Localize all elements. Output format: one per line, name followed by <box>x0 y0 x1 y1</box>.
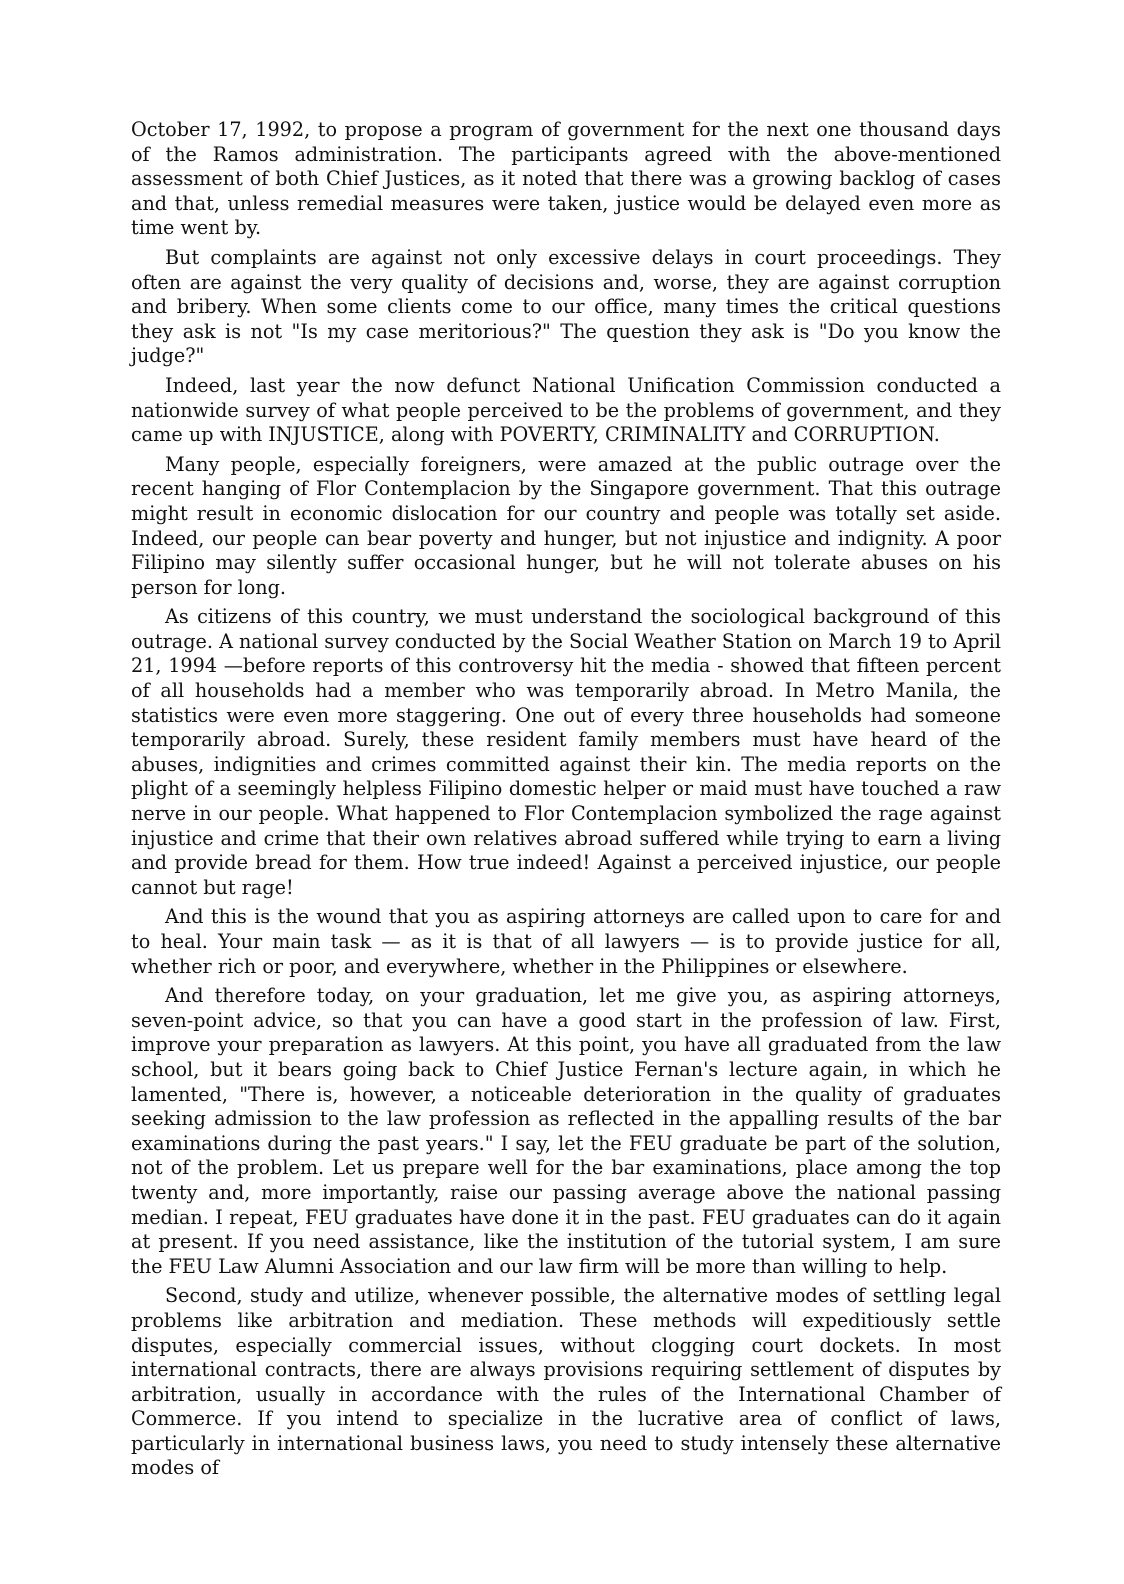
paragraph-continued: October 17, 1992, to propose a program of government for the next one thousand days of the Ramos administration. The participants agreed with the above-mentioned assessment of both Chief Justices, as it noted that there was a growing backlog of cases and that, unless remedial measures were taken, justice would be delayed even more as time went by. <box>131 118 1001 240</box>
paragraph-first-advice: And therefore today, on your graduation, let me give you, as aspiring attorneys, seven-point advice, so that you can have a good start in the profession of law. First, improve your preparation as lawyers. At this point, you have all graduated from the law school, but it bears going back to Chief Justice Fernan's lecture again, in which he lamented, "There is, however, a noticeable deterioration in the quality of graduates seeking admission to the law profession as reflected in the appalling results of the bar examinations during the past years." I say, let the FEU graduate be part of the solution, not of the problem. Let us prepare well for the bar examinations, place among the top twenty and, more importantly, raise our passing average above the national passing median. I repeat, FEU graduates have done it in the past. FEU graduates can do it again at present. If you need assistance, like the institution of the tutorial system, I am sure the FEU Law Alumni Association and our law firm will be more than willing to help. <box>131 984 1001 1278</box>
paragraph-survey: Indeed, last year the now defunct National Unification Commission conducted a nationwide survey of what people perceived to be the problems of government, and they came up with INJUSTICE, along with POVERTY, CRIMINALITY and CORRUPTION. <box>131 373 1001 447</box>
paragraph-sociological: As citizens of this country, we must understand the sociological background of this outrage. A national survey conducted by the Social Weather Station on March 19 to April 21, 1994 —before reports of this controversy hit the media - showed that fifteen percent of all households had a member who was temporarily abroad. In Metro Manila, the statistics were even more staggering. One out of every three households had someone temporarily abroad. Surely, these resident family members must have heard of the abuses, indignities and crimes committed against their kin. The media reports on the plight of a seemingly helpless Filipino domestic helper or maid must have touched a raw nerve in our people. What happened to Flor Contemplacion symbolized the rage against injustice and crime that their own relatives abroad suffered while trying to earn a living and provide bread for them. How true indeed! Against a perceived injustice, our people cannot but rage! <box>131 605 1001 899</box>
paragraph-outrage: Many people, especially foreigners, were amazed at the public outrage over the recent hanging of Flor Contemplacion by the Singapore government. That this outrage might result in economic dislocation for our country and people was totally set aside. Indeed, our people can bear poverty and hunger, but not injustice and indignity. A poor Filipino may silently suffer occasional hunger, but he will not tolerate abuses on his person for long. <box>131 452 1001 599</box>
document-body <box>131 118 1001 1486</box>
paragraph-wound: And this is the wound that you as aspiring attorneys are called upon to care for and to heal. Your main task — as it is that of all lawyers — is to provide justice for all, whether rich or poor, and everywhere, whether in the Philippines or elsewhere. <box>131 905 1001 978</box>
paragraph-second-advice: Second, study and utilize, whenever possible, the alternative modes of settling legal problems like arbitration and mediation. These methods will expeditiously settle disputes, especially commercial issues, without clogging court dockets. In most international contracts, there are always provisions requiring settlement of disputes by arbitration, usually in accordance with the rules of the International Chamber of Commerce. If you intend to specialize in the lucrative area of conflict of laws, particularly in international business laws, you need to study intensely these alternative modes of <box>131 1284 1001 1480</box>
paragraph-complaints: But complaints are against not only excessive delays in court proceedings. They often are against the very quality of decisions and, worse, they are against corruption and bribery. When some clients come to our office, many times the critical questions they ask is not "Is my case meritorious?" The question they ask is "Do you know the judge?" <box>131 245 1001 368</box>
